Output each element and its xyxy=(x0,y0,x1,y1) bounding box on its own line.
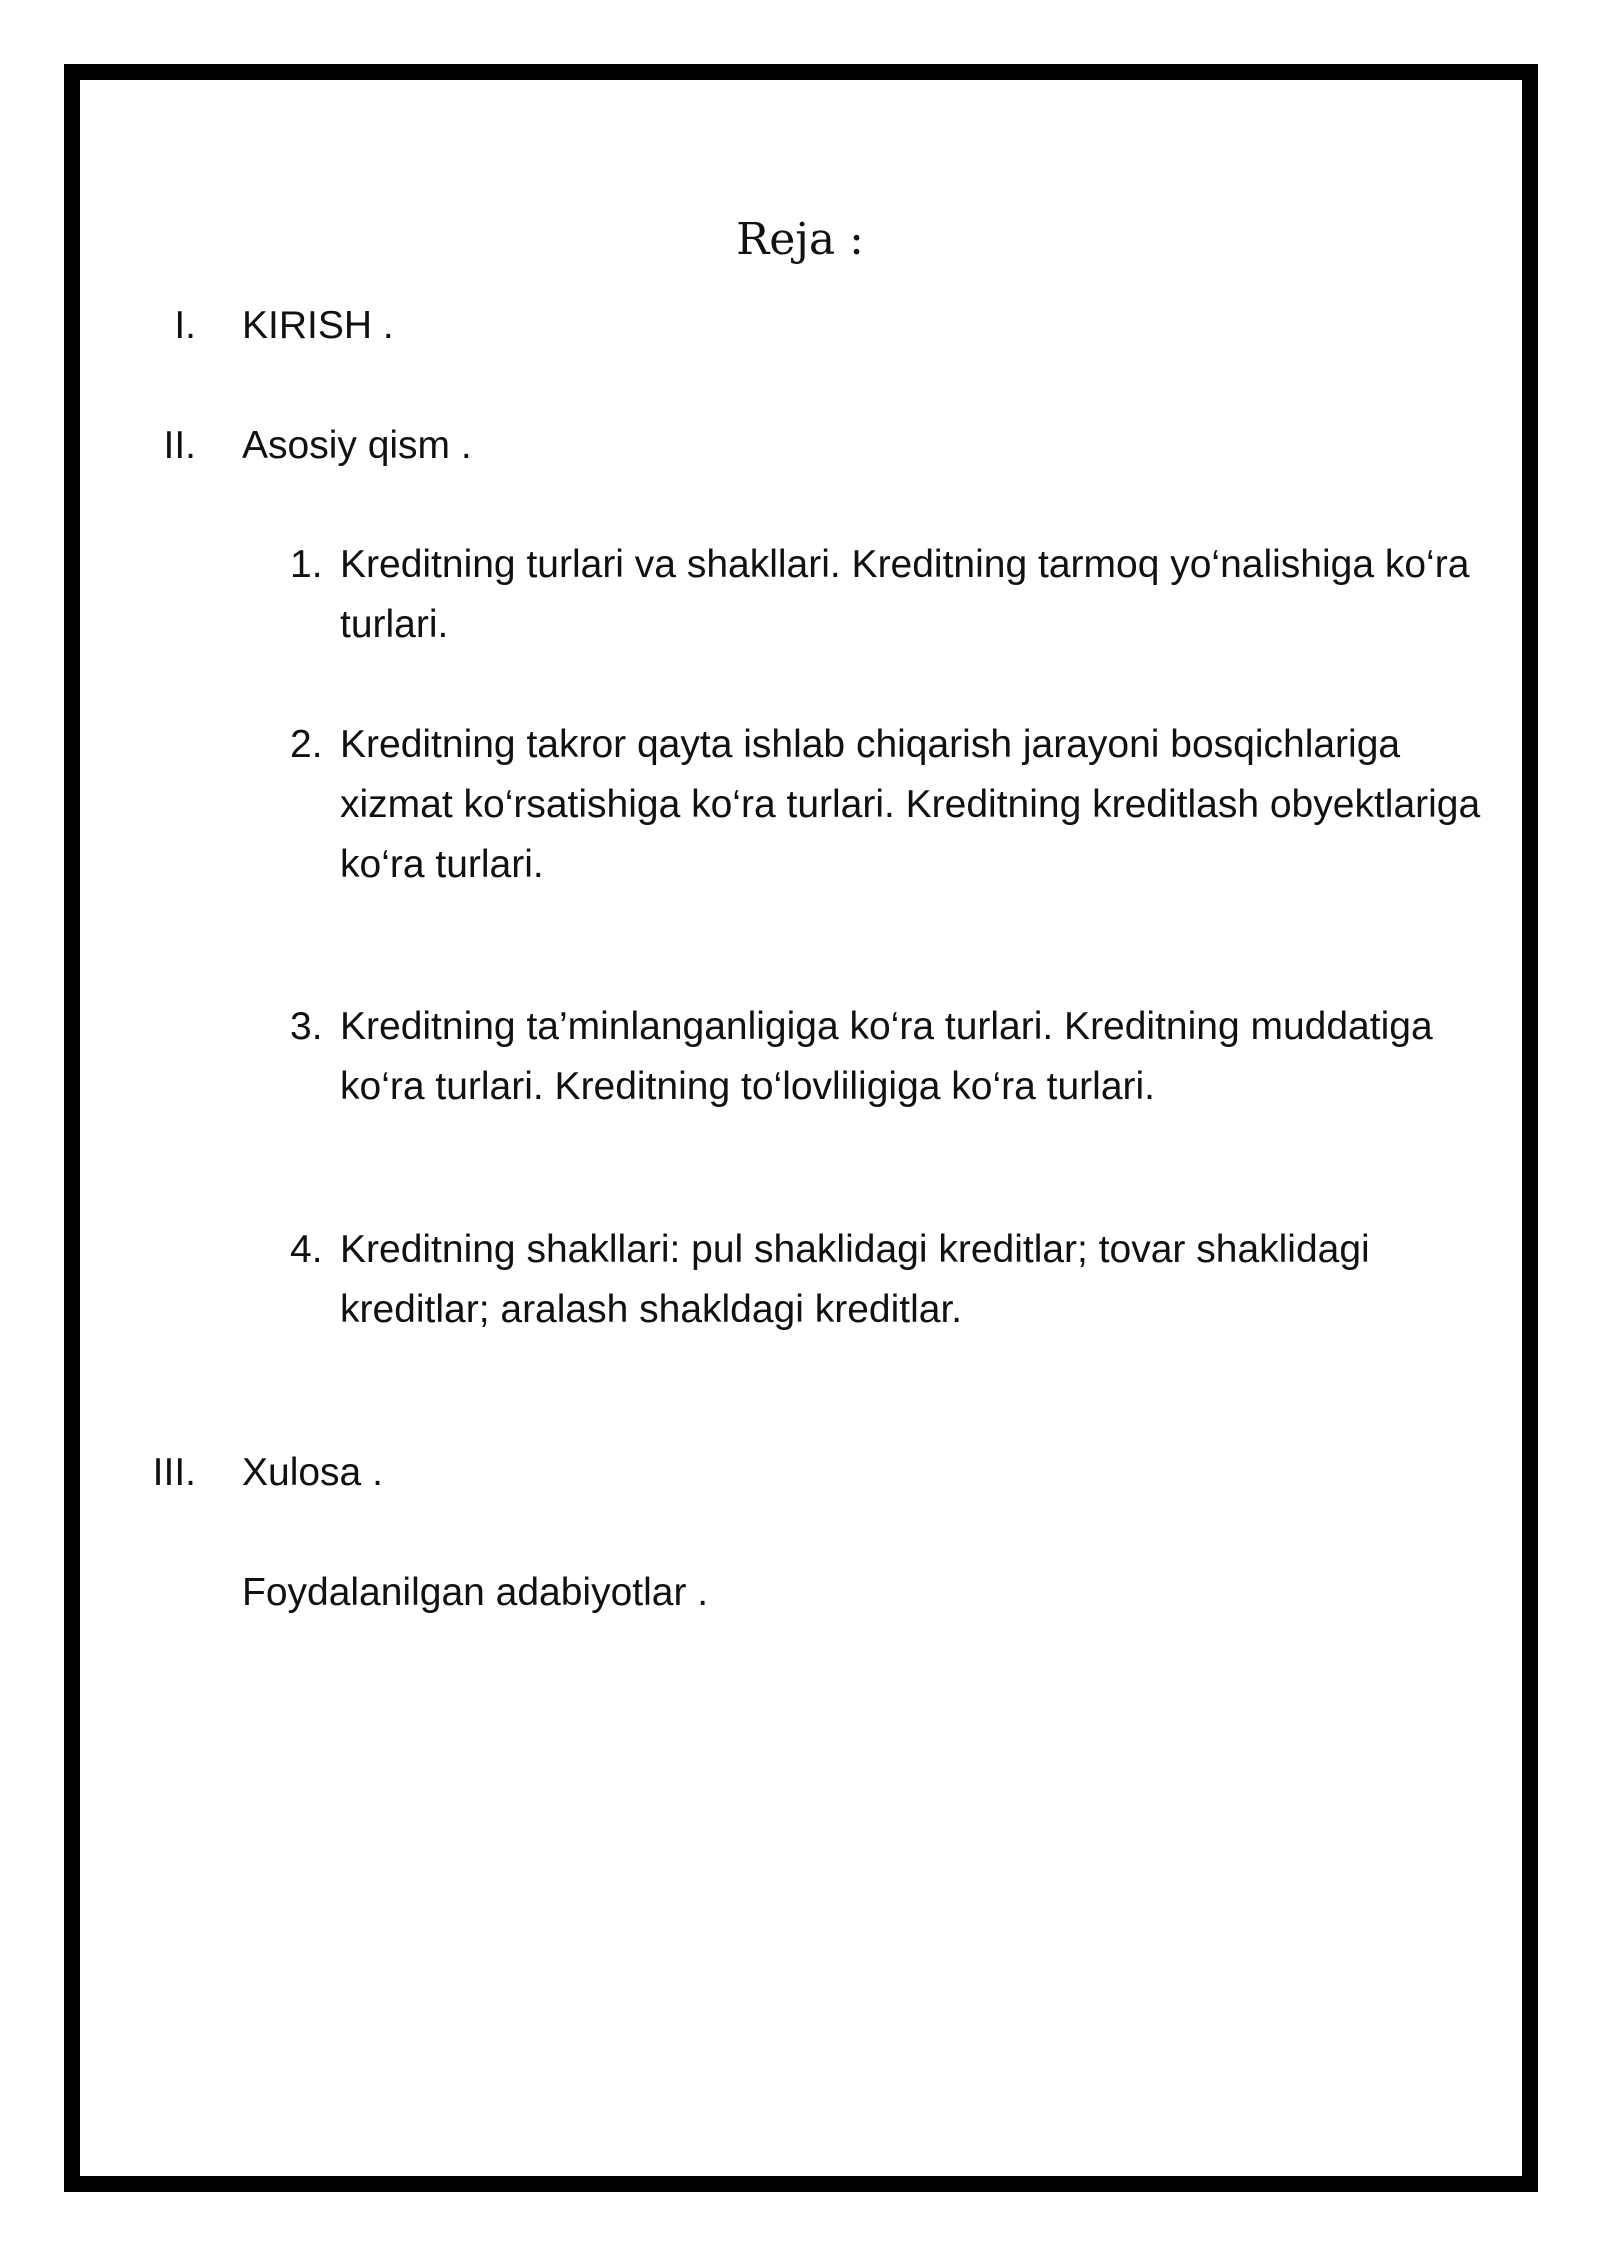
subitem-number: 4. xyxy=(290,1228,323,1271)
subitem-4 xyxy=(290,1220,1500,1340)
section-label: Xulosa . xyxy=(242,1451,383,1494)
subitem-text: Kreditning shakllari: pul shaklidagi kreditlar; tovar shaklidagi kreditlar; aralash shakldagi kreditlar. xyxy=(340,1228,1370,1331)
section-kirish xyxy=(140,301,1440,351)
subitem-number: 2. xyxy=(290,723,323,766)
subitem-text: Kreditning takror qayta ishlab chiqarish jarayoni bosqichlariga xizmat ko‘rsatishiga ko‘ra turlari. Kreditning kreditlash obyektlariga ko‘ra turlari. xyxy=(340,723,1481,886)
section-numeral: III. xyxy=(152,1451,196,1494)
section-xulosa xyxy=(140,1448,1440,1498)
subitem-3 xyxy=(290,997,1500,1117)
section-asosiy-qism xyxy=(140,421,1440,471)
page-border-frame xyxy=(64,64,1538,2192)
subitem-number: 3. xyxy=(290,1005,323,1048)
section-label: Asosiy qism . xyxy=(242,424,472,467)
subitem-text: Kreditning ta’minlanganligiga ko‘ra turlari. Kreditning muddatiga ko‘ra turlari. Kreditning to‘lovliligiga ko‘ra turlari. xyxy=(340,1005,1433,1108)
section-numeral: I. xyxy=(174,304,196,347)
document-title: Reja : xyxy=(736,214,864,265)
subitem-text: Kreditning turlari va shakllari. Kreditning tarmoq yo‘nalishiga ko‘ra turlari. xyxy=(340,543,1470,646)
subitem-1 xyxy=(290,535,1500,655)
section-label: KIRISH . xyxy=(242,304,394,347)
references-heading: Foydalanilgan adabiyotlar . xyxy=(242,1571,709,1614)
subitem-number: 1. xyxy=(290,543,323,586)
subitem-2 xyxy=(290,715,1500,895)
section-numeral: II. xyxy=(163,424,196,467)
